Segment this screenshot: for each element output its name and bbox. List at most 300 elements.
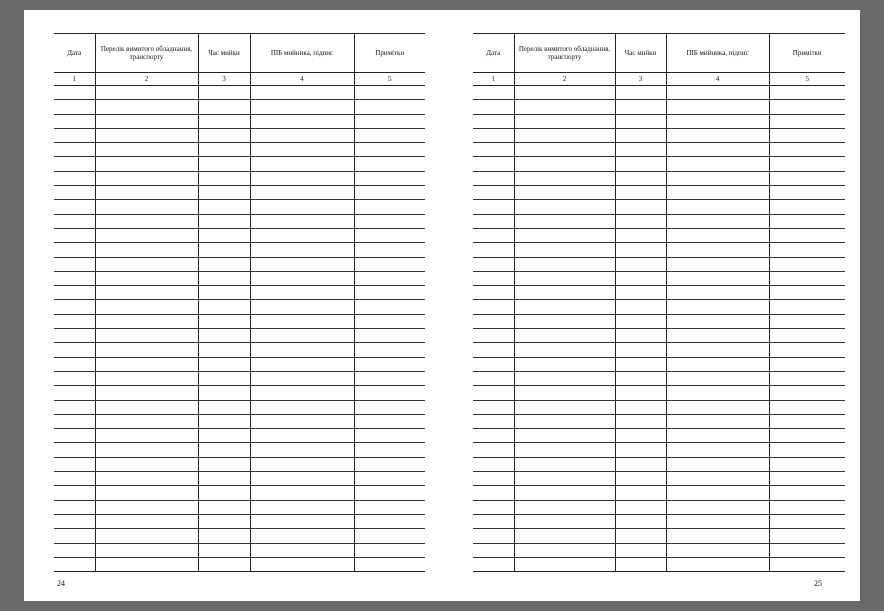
table-cell	[615, 214, 666, 228]
table-cell	[354, 357, 425, 371]
table-cell	[354, 186, 425, 200]
table-cell	[354, 543, 425, 557]
table-cell	[769, 100, 845, 114]
table-cell	[95, 128, 198, 142]
table-cell	[666, 314, 769, 328]
table-cell	[354, 429, 425, 443]
table-row	[54, 286, 425, 300]
table-cell	[514, 186, 615, 200]
table-cell	[473, 429, 514, 443]
table-cell	[250, 457, 354, 471]
header-equipment-list: Перелік вимитого обладнання, транспорту	[95, 34, 198, 73]
table-cell	[354, 143, 425, 157]
table-cell	[54, 314, 95, 328]
table-cell	[615, 371, 666, 385]
table-row	[473, 214, 845, 228]
table-cell	[95, 386, 198, 400]
table-cell	[514, 114, 615, 128]
table-cell	[473, 143, 514, 157]
header-date: Дата	[54, 34, 95, 73]
header-notes: Примітки	[769, 34, 845, 73]
table-row	[473, 243, 845, 257]
table-cell	[514, 214, 615, 228]
table-cell	[514, 371, 615, 385]
table-cell	[95, 557, 198, 571]
table-cell	[473, 214, 514, 228]
table-cell	[354, 329, 425, 343]
table-cell	[769, 214, 845, 228]
table-cell	[250, 314, 354, 328]
table-cell	[666, 400, 769, 414]
table-cell	[473, 543, 514, 557]
table-row	[473, 286, 845, 300]
table-cell	[666, 128, 769, 142]
table-cell	[54, 143, 95, 157]
table-cell	[54, 557, 95, 571]
table-row	[473, 171, 845, 185]
table-cell	[95, 186, 198, 200]
table-cell	[514, 100, 615, 114]
page-left	[24, 10, 442, 601]
table-cell	[473, 271, 514, 285]
table-cell	[54, 543, 95, 557]
table-cell	[198, 443, 250, 457]
table-cell	[615, 357, 666, 371]
table-cell	[95, 157, 198, 171]
table-cell	[514, 343, 615, 357]
table-cell	[54, 300, 95, 314]
table-cell	[95, 228, 198, 242]
table-cell	[769, 286, 845, 300]
table-row	[473, 429, 845, 443]
table-cell	[769, 472, 845, 486]
table-cell	[769, 114, 845, 128]
table-cell	[473, 472, 514, 486]
table-cell	[198, 400, 250, 414]
table-row	[54, 357, 425, 371]
table-cell	[615, 243, 666, 257]
table-cell	[95, 243, 198, 257]
header-washing-time: Час мийки	[615, 34, 666, 73]
table-cell	[615, 472, 666, 486]
table-cell	[666, 100, 769, 114]
table-row	[54, 314, 425, 328]
table-cell	[354, 386, 425, 400]
table-row	[54, 271, 425, 285]
table-cell	[514, 157, 615, 171]
table-cell	[769, 414, 845, 428]
table-cell	[666, 86, 769, 100]
table-cell	[54, 443, 95, 457]
table-cell	[250, 228, 354, 242]
table-cell	[95, 400, 198, 414]
table-cell	[95, 457, 198, 471]
table-cell	[473, 329, 514, 343]
table-cell	[514, 228, 615, 242]
table-cell	[95, 514, 198, 528]
header-washer-name-signature: ПІБ мийника, підпис	[250, 34, 354, 73]
table-cell	[95, 257, 198, 271]
table-cell	[198, 371, 250, 385]
table-cell	[250, 329, 354, 343]
table-cell	[354, 500, 425, 514]
table-cell	[514, 414, 615, 428]
column-number: 1	[54, 73, 95, 86]
table-row	[473, 114, 845, 128]
table-cell	[473, 400, 514, 414]
table-cell	[250, 472, 354, 486]
table-cell	[54, 186, 95, 200]
table-cell	[769, 500, 845, 514]
table-cell	[354, 114, 425, 128]
table-cell	[198, 214, 250, 228]
table-row	[473, 186, 845, 200]
table-cell	[615, 171, 666, 185]
table-cell	[473, 357, 514, 371]
table-row	[54, 400, 425, 414]
table-cell	[514, 472, 615, 486]
table-row	[473, 314, 845, 328]
table-cell	[666, 472, 769, 486]
table-cell	[666, 114, 769, 128]
table-cell	[615, 143, 666, 157]
table-cell	[514, 386, 615, 400]
table-cell	[95, 529, 198, 543]
table-cell	[354, 128, 425, 142]
column-number-row	[473, 73, 845, 86]
table-cell	[54, 529, 95, 543]
table-cell	[54, 157, 95, 171]
table-row	[54, 500, 425, 514]
table-cell	[198, 457, 250, 471]
table-cell	[354, 371, 425, 385]
table-cell	[666, 529, 769, 543]
table-row	[473, 86, 845, 100]
table-row	[473, 514, 845, 528]
table-cell	[54, 128, 95, 142]
table-cell	[615, 414, 666, 428]
table-cell	[198, 114, 250, 128]
table-cell	[250, 171, 354, 185]
table-cell	[514, 143, 615, 157]
table-cell	[666, 271, 769, 285]
table-cell	[514, 543, 615, 557]
table-cell	[250, 86, 354, 100]
table-cell	[95, 486, 198, 500]
table-cell	[666, 286, 769, 300]
table-cell	[354, 214, 425, 228]
table-row	[54, 429, 425, 443]
table-cell	[250, 543, 354, 557]
table-cell	[615, 271, 666, 285]
table-cell	[54, 243, 95, 257]
table-cell	[769, 386, 845, 400]
table-cell	[615, 286, 666, 300]
table-cell	[95, 429, 198, 443]
table-row	[54, 257, 425, 271]
table-cell	[769, 543, 845, 557]
table-cell	[514, 128, 615, 142]
column-number: 3	[615, 73, 666, 86]
table-cell	[354, 243, 425, 257]
table-row	[54, 171, 425, 185]
table-cell	[615, 200, 666, 214]
table-cell	[615, 100, 666, 114]
table-cell	[354, 343, 425, 357]
table-row	[54, 214, 425, 228]
table-cell	[615, 400, 666, 414]
table-row	[54, 228, 425, 242]
table-cell	[514, 171, 615, 185]
table-cell	[198, 357, 250, 371]
table-cell	[250, 371, 354, 385]
table-header-row	[54, 34, 425, 73]
table-cell	[354, 86, 425, 100]
document-spread	[24, 10, 860, 601]
column-number: 2	[514, 73, 615, 86]
table-cell	[514, 514, 615, 528]
table-cell	[514, 271, 615, 285]
table-row	[473, 271, 845, 285]
column-number: 4	[666, 73, 769, 86]
table-row	[473, 486, 845, 500]
table-cell	[769, 329, 845, 343]
table-cell	[250, 500, 354, 514]
table-row	[473, 143, 845, 157]
table-cell	[198, 186, 250, 200]
table-cell	[473, 228, 514, 242]
table-cell	[250, 529, 354, 543]
table-cell	[473, 114, 514, 128]
table-row	[54, 514, 425, 528]
table-cell	[250, 200, 354, 214]
table-cell	[769, 514, 845, 528]
table-cell	[666, 143, 769, 157]
header-notes: Примітки	[354, 34, 425, 73]
table-cell	[666, 228, 769, 242]
table-row	[473, 100, 845, 114]
table-cell	[473, 557, 514, 571]
table-cell	[473, 343, 514, 357]
table-cell	[250, 257, 354, 271]
table-cell	[473, 529, 514, 543]
table-cell	[198, 171, 250, 185]
table-cell	[666, 186, 769, 200]
table-cell	[95, 300, 198, 314]
column-number: 1	[473, 73, 514, 86]
table-cell	[666, 357, 769, 371]
table-cell	[198, 329, 250, 343]
table-cell	[769, 457, 845, 471]
table-cell	[95, 200, 198, 214]
table-cell	[769, 157, 845, 171]
table-row	[54, 472, 425, 486]
table-cell	[615, 186, 666, 200]
table-cell	[769, 186, 845, 200]
table-cell	[514, 357, 615, 371]
table-cell	[95, 371, 198, 385]
table-cell	[250, 557, 354, 571]
table-cell	[666, 514, 769, 528]
table-cell	[473, 386, 514, 400]
table-cell	[198, 514, 250, 528]
table-cell	[769, 429, 845, 443]
table-cell	[769, 128, 845, 142]
table-row	[473, 472, 845, 486]
table-cell	[54, 257, 95, 271]
table-cell	[666, 457, 769, 471]
column-number: 4	[250, 73, 354, 86]
table-cell	[354, 457, 425, 471]
table-cell	[666, 371, 769, 385]
table-cell	[666, 257, 769, 271]
table-cell	[198, 286, 250, 300]
table-row	[473, 400, 845, 414]
page-number: 25	[814, 579, 822, 588]
table-cell	[95, 143, 198, 157]
table-cell	[198, 228, 250, 242]
table-row	[473, 529, 845, 543]
table-cell	[198, 100, 250, 114]
table-cell	[666, 500, 769, 514]
table-body	[54, 86, 425, 572]
table-cell	[198, 486, 250, 500]
table-cell	[473, 257, 514, 271]
table-header-row	[473, 34, 845, 73]
table-cell	[54, 200, 95, 214]
table-row	[473, 300, 845, 314]
table-cell	[250, 400, 354, 414]
table-cell	[198, 429, 250, 443]
table-cell	[769, 271, 845, 285]
table-cell	[514, 286, 615, 300]
table-row	[54, 143, 425, 157]
table-cell	[666, 343, 769, 357]
table-row	[473, 500, 845, 514]
table-cell	[615, 314, 666, 328]
table-cell	[250, 157, 354, 171]
table-cell	[769, 171, 845, 185]
table-cell	[54, 486, 95, 500]
column-number-row	[54, 73, 425, 86]
table-cell	[95, 314, 198, 328]
table-cell	[615, 228, 666, 242]
table-cell	[198, 543, 250, 557]
table-cell	[473, 243, 514, 257]
table-cell	[473, 300, 514, 314]
table-cell	[473, 100, 514, 114]
table-cell	[615, 86, 666, 100]
table-row	[473, 343, 845, 357]
table-cell	[666, 171, 769, 185]
table-cell	[666, 243, 769, 257]
table-cell	[54, 386, 95, 400]
table-cell	[250, 214, 354, 228]
table-cell	[514, 400, 615, 414]
table-row	[54, 128, 425, 142]
table-cell	[354, 414, 425, 428]
table-cell	[769, 443, 845, 457]
table-cell	[54, 329, 95, 343]
table-cell	[473, 500, 514, 514]
table-cell	[615, 529, 666, 543]
table-cell	[54, 429, 95, 443]
table-cell	[95, 443, 198, 457]
table-cell	[514, 300, 615, 314]
column-number: 5	[354, 73, 425, 86]
table-cell	[198, 314, 250, 328]
washing-log-table	[54, 33, 425, 572]
table-cell	[615, 343, 666, 357]
table-cell	[666, 386, 769, 400]
table-cell	[666, 429, 769, 443]
table-cell	[615, 128, 666, 142]
table-cell	[354, 271, 425, 285]
table-cell	[615, 500, 666, 514]
table-cell	[354, 514, 425, 528]
table-row	[473, 414, 845, 428]
table-cell	[473, 171, 514, 185]
table-row	[54, 300, 425, 314]
table-row	[473, 557, 845, 571]
table-cell	[615, 329, 666, 343]
table-row	[473, 257, 845, 271]
table-cell	[354, 200, 425, 214]
table-cell	[54, 400, 95, 414]
table-cell	[514, 86, 615, 100]
washing-log-table	[473, 33, 845, 572]
table-cell	[354, 157, 425, 171]
table-row	[54, 114, 425, 128]
table-cell	[54, 214, 95, 228]
header-date: Дата	[473, 34, 514, 73]
table-cell	[354, 171, 425, 185]
table-cell	[769, 557, 845, 571]
table-row	[54, 371, 425, 385]
table-row	[54, 200, 425, 214]
table-cell	[769, 357, 845, 371]
table-cell	[354, 286, 425, 300]
table-cell	[473, 514, 514, 528]
table-cell	[354, 486, 425, 500]
table-cell	[615, 514, 666, 528]
table-cell	[198, 128, 250, 142]
table-cell	[769, 371, 845, 385]
table-cell	[769, 486, 845, 500]
header-washing-time: Час мийки	[198, 34, 250, 73]
table-cell	[198, 157, 250, 171]
table-cell	[95, 171, 198, 185]
table-row	[473, 357, 845, 371]
column-number: 2	[95, 73, 198, 86]
table-cell	[95, 329, 198, 343]
table-row	[54, 414, 425, 428]
table-cell	[514, 429, 615, 443]
table-cell	[95, 100, 198, 114]
table-cell	[354, 100, 425, 114]
table-cell	[514, 457, 615, 471]
table-cell	[615, 300, 666, 314]
table-row	[473, 543, 845, 557]
table-row	[473, 228, 845, 242]
table-row	[473, 200, 845, 214]
table-cell	[250, 414, 354, 428]
table-cell	[54, 514, 95, 528]
table-row	[54, 443, 425, 457]
column-number: 5	[769, 73, 845, 86]
table-cell	[54, 286, 95, 300]
table-cell	[54, 228, 95, 242]
